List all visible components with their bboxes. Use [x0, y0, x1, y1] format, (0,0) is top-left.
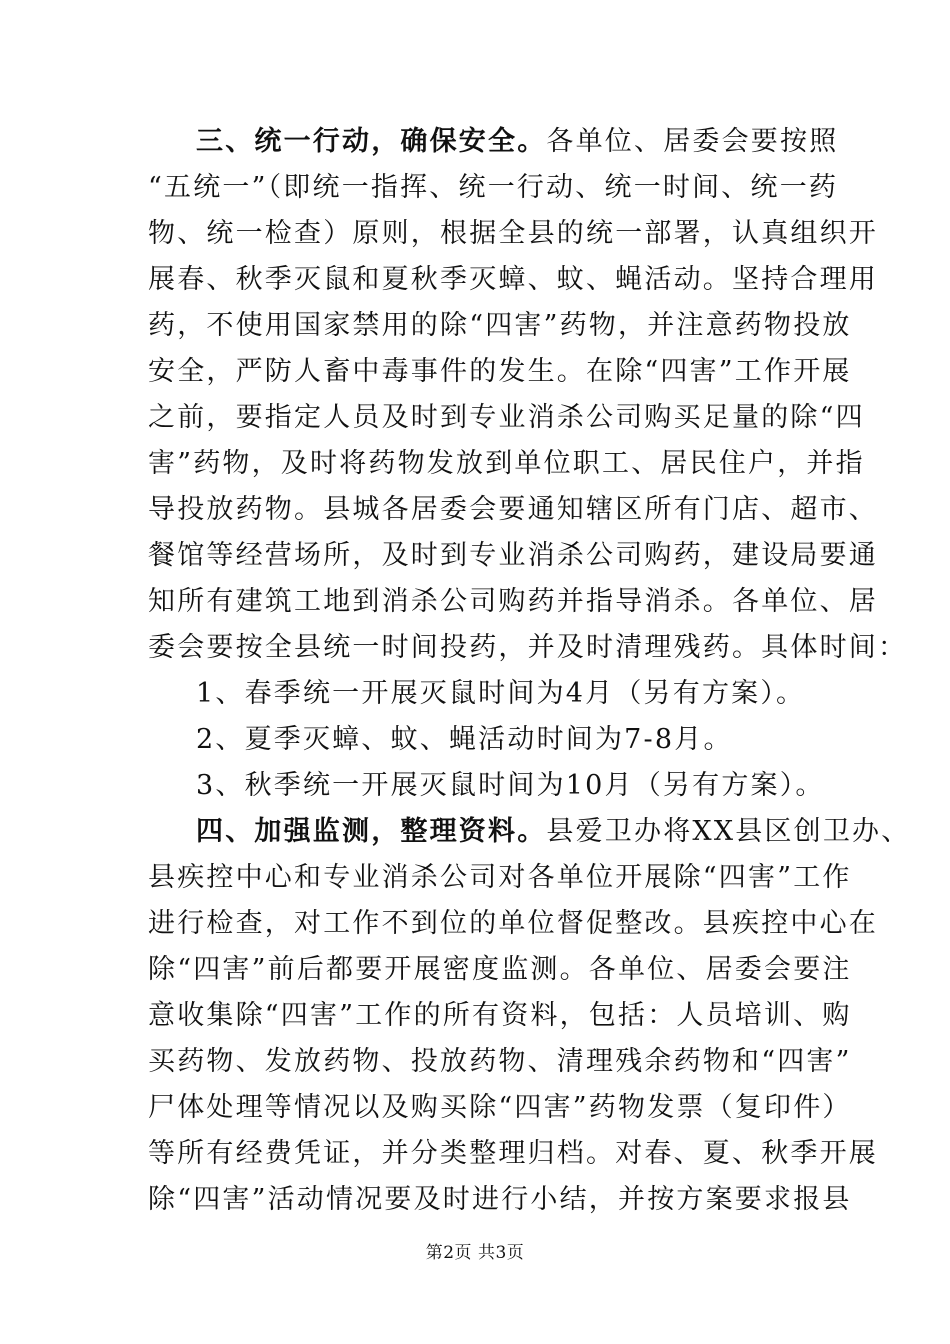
paragraph-line: 展春、秋季灭鼠和夏秋季灭蟑、蚊、蝇活动。坚持合理用	[148, 264, 878, 295]
section3-first-line	[196, 119, 838, 165]
paragraph-line: 物、统一检查）原则，根据全县的统一部署，认真组织开	[148, 218, 878, 249]
paragraph-line: 进行检查，对工作不到位的单位督促整改。县疾控中心在	[148, 908, 878, 939]
paragraph-line: 安全，严防人畜中毒事件的发生。在除“四害”工作开展	[148, 356, 852, 387]
paragraph-line: 之前，要指定人员及时到专业消杀公司购买足量的除“四	[148, 402, 865, 433]
paragraph-line: 除“四害”前后都要开展密度监测。各单位、居委会要注	[148, 954, 852, 985]
paragraph-line: 买药物、发放药物、投放药物、清理残余药物和“四害”	[148, 1046, 852, 1077]
paragraph-line: 委会要按全县统一时间投药，并及时清理残药。具体时间：	[148, 632, 908, 663]
page-footer: 第2页 共3页	[425, 1243, 525, 1263]
paragraph-line: “五统一”（即统一指挥、统一行动、统一时间、统一药	[148, 172, 839, 203]
paragraph-line: 餐馆等经营场所，及时到专业消杀公司购药，建设局要通	[148, 540, 878, 571]
paragraph-line: 意收集除“四害”工作的所有资料，包括：人员培训、购	[148, 1000, 852, 1031]
section4-first-line	[196, 809, 910, 855]
paragraph-line: 害”药物，及时将药物发放到单位职工、居民住户，并指	[148, 448, 865, 479]
paragraph-text: 各单位、居委会要按照	[546, 126, 839, 157]
list-item: 3、秋季统一开展灭鼠时间为10月（另有方案）。	[196, 770, 825, 801]
paragraph-line: 药，不使用国家禁用的除“四害”药物，并注意药物投放	[148, 310, 852, 341]
list-item: 1、春季统一开展灭鼠时间为4月（另有方案）。	[196, 678, 806, 709]
paragraph-line: 县疾控中心和专业消杀公司对各单位开展除“四害”工作	[148, 862, 852, 893]
paragraph-line: 除“四害”活动情况要及时进行小结，并按方案要求报县	[148, 1184, 852, 1215]
paragraph-line: 等所有经费凭证，并分类整理归档。对春、夏、秋季开展	[148, 1138, 878, 1169]
paragraph-line: 尸体处理等情况以及购买除“四害”药物发票（复印件）	[148, 1092, 852, 1123]
section4-heading: 四、加强监测，整理资料。	[196, 816, 547, 847]
paragraph-line: 导投放药物。县城各居委会要通知辖区所有门店、超市、	[148, 494, 878, 525]
paragraph-line: 知所有建筑工地到消杀公司购药并指导消杀。各单位、居	[148, 586, 878, 617]
paragraph-text: 县爱卫办将XX县区创卫办、	[546, 816, 911, 847]
section3-heading: 三、统一行动，确保安全。	[196, 126, 547, 157]
list-item: 2、夏季灭蟑、蚊、蝇活动时间为7-8月。	[196, 724, 733, 755]
